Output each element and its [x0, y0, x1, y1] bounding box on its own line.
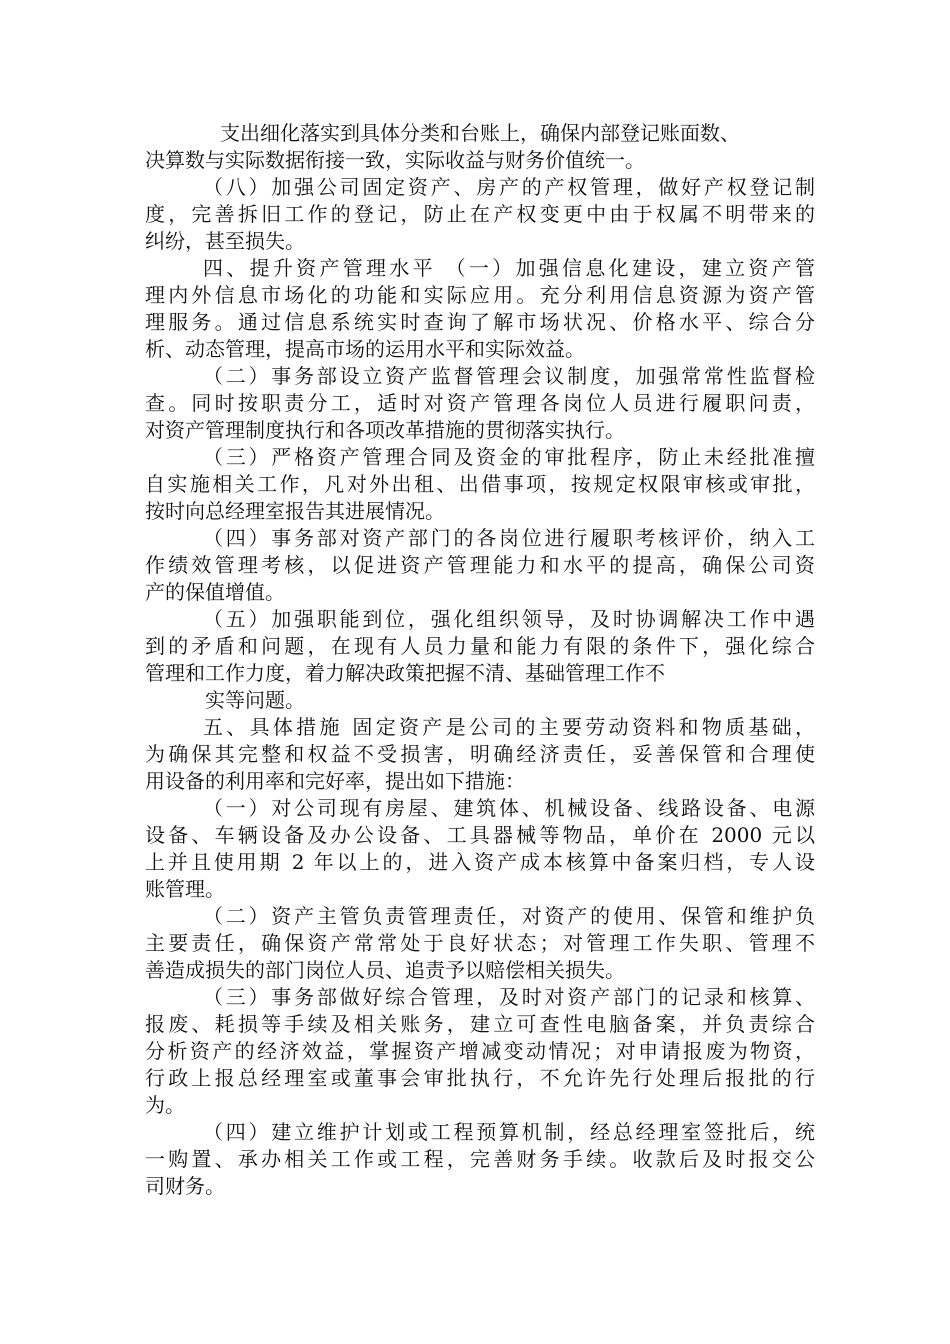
text-line: 查。同时按职责分工，适时对资产管理各岗位人员进行履职问责， — [145, 391, 815, 415]
text-line: 决算数与实际数据衔接一致，实际收益与财务价值统一。 — [145, 148, 645, 172]
text-line: 管理和工作力度，着力解决政策把握不清、基础管理工作不 — [145, 661, 665, 685]
text-line: 到的矛盾和问题，在现有人员力量和能力有限的条件下，强化综合 — [145, 634, 815, 658]
text-line: 行政上报总经理室或董事会审批执行，不允许先行处理后报批的行 — [145, 1066, 815, 1090]
text-line: （八）加强公司固定资产、房产的产权管理，做好产权登记制 — [203, 175, 815, 199]
text-line: 自实施相关工作，凡对外出租、出借事项，按规定权限审核或审批， — [145, 472, 815, 496]
text-line: 司财务。 — [145, 1174, 225, 1198]
text-line: 善造成损失的部门岗位人员、追责予以赔偿相关损失。 — [145, 958, 625, 982]
text-line: 设备、车辆设备及办公设备、工具器械等物品，单价在 2000 元以 — [145, 823, 815, 847]
text-line: 实等问题。 — [205, 688, 305, 712]
text-line: 析、动态管理，提高市场的运用水平和实际效益。 — [145, 337, 585, 361]
text-line: 度，完善拆旧工作的登记，防止在产权变更中由于权属不明带来的 — [145, 202, 815, 226]
text-line: （一）对公司现有房屋、建筑体、机械设备、线路设备、电源 — [203, 796, 815, 820]
text-line: 一购置、承办相关工作或工程，完善财务手续。收款后及时报交公 — [145, 1147, 815, 1171]
text-line: （二）资产主管负责管理责任，对资产的使用、保管和维护负 — [203, 904, 815, 928]
text-line: 支出细化落实到具体分类和台账上，确保内部登记账面数、 — [220, 121, 740, 145]
text-line: 为。 — [145, 1093, 185, 1117]
text-line: 用设备的利用率和完好率，提出如下措施： — [145, 769, 525, 793]
text-line: （三）事务部做好综合管理，及时对资产部门的记录和核算、 — [203, 985, 815, 1009]
text-line: （四）事务部对资产部门的各岗位进行履职考核评价，纳入工 — [203, 526, 815, 550]
text-line: 按时向总经理室报告其进展情况。 — [145, 499, 445, 523]
text-line: 报废、耗损等手续及相关账务，建立可查性电脑备案，并负责综合 — [145, 1012, 815, 1036]
text-line: 对资产管理制度执行和各项改革措施的贯彻落实执行。 — [145, 418, 625, 442]
text-line: 五、具体措施 固定资产是公司的主要劳动资料和物质基础， — [203, 715, 815, 739]
text-line: 为确保其完整和权益不受损害，明确经济责任，妥善保管和合理使 — [145, 742, 815, 766]
text-line: 产的保值增值。 — [145, 580, 285, 604]
text-line: 纠纷，甚至损失。 — [145, 229, 305, 253]
text-line: 分析资产的经济效益，掌握资产增减变动情况；对申请报废为物资， — [145, 1039, 815, 1063]
text-line: 理服务。通过信息系统实时查询了解市场状况、价格水平、综合分 — [145, 310, 815, 334]
text-line: 四、提升资产管理水平 （一）加强信息化建设，建立资产管 — [203, 256, 815, 280]
document-body — [145, 120, 815, 1200]
text-line: （二）事务部设立资产监督管理会议制度，加强常常性监督检 — [203, 364, 815, 388]
text-line: 账管理。 — [145, 877, 225, 901]
text-line: 上并且使用期 2 年以上的，进入资产成本核算中备案归档，专人设 — [145, 850, 815, 874]
text-line: 主要责任，确保资产常常处于良好状态；对管理工作失职、管理不 — [145, 931, 815, 955]
text-line: 理内外信息市场化的功能和实际应用。充分利用信息资源为资产管 — [145, 283, 815, 307]
text-line: （五）加强职能到位，强化组织领导，及时协调解决工作中遇 — [203, 607, 815, 631]
text-line: （三）严格资产管理合同及资金的审批程序，防止未经批准擅 — [203, 445, 815, 469]
text-line: （四）建立维护计划或工程预算机制，经总经理室签批后，统 — [203, 1120, 815, 1144]
text-line: 作绩效管理考核，以促进资产管理能力和水平的提高，确保公司资 — [145, 553, 815, 577]
